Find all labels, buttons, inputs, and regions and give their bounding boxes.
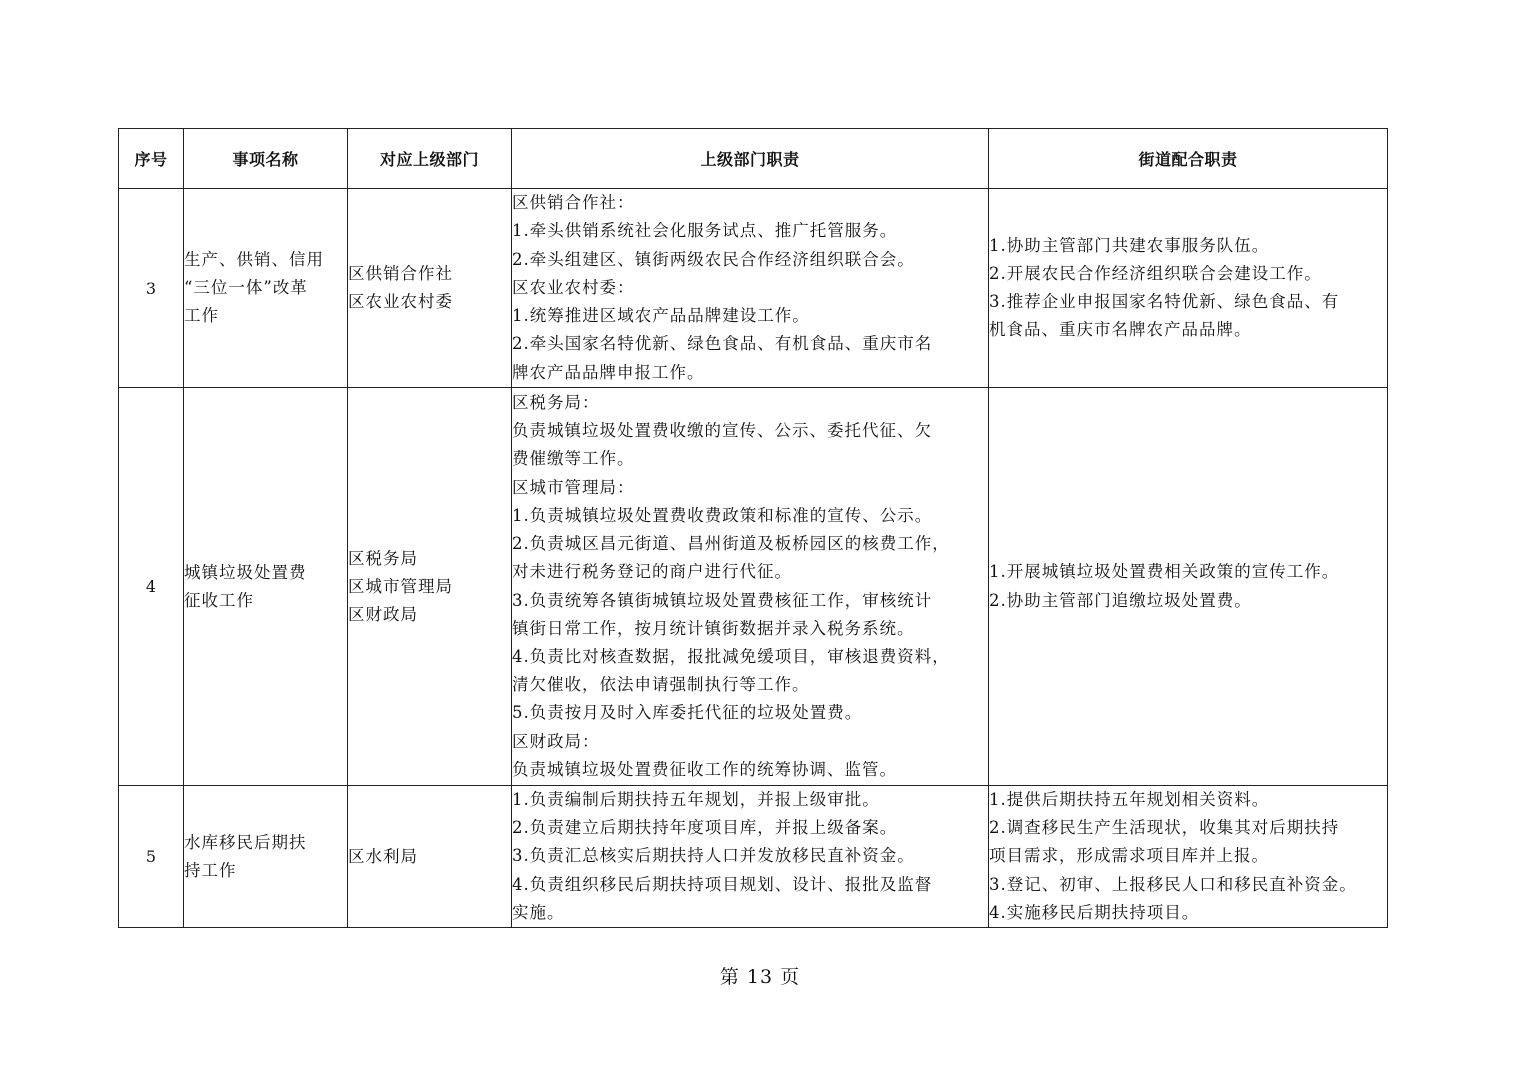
coop-line: 2.开展农民合作经济组织联合会建设工作。 [989,263,1322,283]
duty-line: 对未进行税务登记的商户进行代征。 [512,562,792,582]
duty-line: 区供销合作社： [512,193,635,213]
header-duty: 上级部门职责 [512,129,989,189]
department-cell [348,388,512,786]
street-coop-cell [989,786,1388,928]
item-name-cell [184,786,348,928]
duty-line: 实施。 [512,902,565,922]
row-number: 3 [119,189,184,388]
duty-line: 5.负责按月及时入库委托代征的垃圾处置费。 [512,703,863,723]
duty-line: 1.负责城镇垃圾处置费收费政策和标准的宣传、公示。 [512,505,933,525]
department-line: 区农业农村委 [348,292,453,311]
duty-line: 1.牵头供销系统社会化服务试点、推广托管服务。 [512,221,898,241]
duty-line: 1.负责编制后期扶持五年规划，并报上级审批。 [512,790,880,809]
item-name-line: 征收工作 [184,590,254,610]
coop-line: 1.开展城镇垃圾处置费相关政策的宣传工作。 [989,562,1340,582]
duty-line: 2.牵头国家名特优新、绿色食品、有机食品、重庆市名 [512,334,933,354]
street-coop-cell [989,189,1388,388]
table-row [119,388,1388,786]
coop-line: 4.实施移民后期扶持项目。 [989,902,1200,922]
duty-line: 2.牵头组建区、镇街两级农民合作经济组织联合会。 [512,249,915,269]
item-name-cell [184,189,348,388]
item-name-line: 生产、供销、信用 [184,250,324,269]
duty-line: 区农业农村委： [512,277,635,297]
coop-line: 机食品、重庆市名牌农产品品牌。 [989,320,1252,340]
department-cell [348,786,512,928]
coop-line: 3.推荐企业申报国家名特优新、绿色食品、有 [989,292,1340,311]
header-no: 序号 [119,129,184,189]
duty-line: 4.负责比对核查数据，报批减免缓项目，审核退费资料， [512,646,950,666]
department-line: 区财政局 [348,604,418,624]
superior-duty-cell [512,189,989,388]
table-row [119,189,1388,388]
superior-duty-cell [512,786,989,928]
header-coop: 街道配合职责 [989,129,1388,189]
item-name-line: 水库移民后期扶 [184,832,307,852]
street-coop-cell [989,388,1388,786]
header-dept: 对应上级部门 [348,129,512,189]
table-header-row [119,129,1388,189]
row-number: 4 [119,388,184,786]
coop-line: 项目需求，形成需求项目库并上报。 [989,846,1269,866]
coop-line: 1.提供后期扶持五年规划相关资料。 [989,790,1270,809]
duty-line: 区城市管理局： [512,477,635,497]
superior-duty-cell [512,388,989,786]
page-number: 第 13 页 [719,966,801,988]
coop-line: 1.协助主管部门共建农事服务队伍。 [989,235,1270,255]
item-name-line: 城镇垃圾处置费 [184,562,307,582]
duty-line: 区财政局： [512,731,600,751]
coop-line: 3.登记、初审、上报移民人口和移民直补资金。 [989,874,1357,894]
duty-line: 2.负责建立后期扶持年度项目库，并报上级备案。 [512,818,898,838]
duty-line: 3.负责汇总核实后期扶持人口并发放移民直补资金。 [512,846,915,866]
duty-table [118,128,1388,928]
duty-line: 牌农产品品牌申报工作。 [512,362,705,382]
department-cell [348,189,512,388]
duty-line: 镇街日常工作，按月统计镇街数据并录入税务系统。 [512,618,915,638]
coop-line: 2.协助主管部门追缴垃圾处置费。 [989,590,1252,610]
item-name-line: “三位一体”改革 [184,278,308,297]
item-name-line: 工作 [184,306,219,325]
duty-line: 负责城镇垃圾处置费征收工作的统筹协调、监管。 [512,759,897,779]
duty-line: 2.负责城区昌元街道、昌州街道及板桥园区的核费工作， [512,534,950,554]
coop-line: 2.调查移民生产生活现状，收集其对后期扶持 [989,818,1340,838]
department-line: 区供销合作社 [348,264,453,283]
department-line: 区水利局 [348,846,418,866]
duty-line: 费催缴等工作。 [512,449,635,469]
department-line: 区税务局 [348,548,418,568]
duty-line: 区税务局： [512,393,600,413]
table-row [119,786,1388,928]
duty-line: 1.统筹推进区域农产品品牌建设工作。 [512,306,810,326]
duty-line: 负责城镇垃圾处置费收缴的宣传、公示、委托代征、欠 [512,421,932,441]
duty-line: 4.负责组织移民后期扶持项目规划、设计、报批及监督 [512,874,933,894]
item-name-cell [184,388,348,786]
duty-line: 3.负责统筹各镇街城镇垃圾处置费核征工作，审核统计 [512,590,933,610]
row-number: 5 [119,786,184,928]
item-name-line: 持工作 [184,860,237,880]
duty-line: 清欠催收，依法申请强制执行等工作。 [512,675,810,695]
department-line: 区城市管理局 [348,576,453,596]
header-name: 事项名称 [184,129,348,189]
